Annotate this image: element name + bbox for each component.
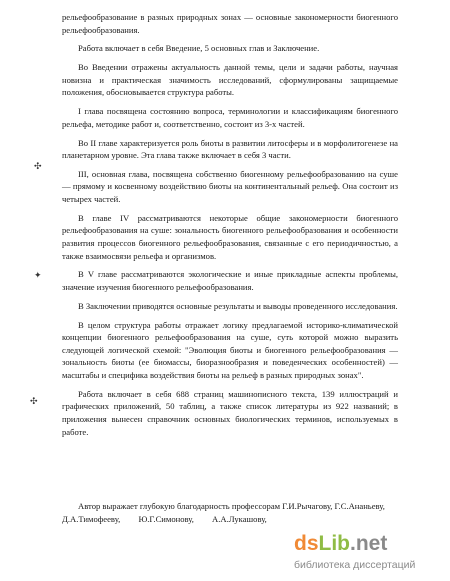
acknowledgement-names <box>62 513 398 526</box>
paragraph-chapter-1: I глава посвящена состоянию вопроса, терминологии и классификациям биогенного рельефа, методике работ и, соответственно, состоит из 3-х частей. <box>62 106 398 129</box>
paragraph-introduction: Во Введении отражены актуальность данной темы, цели и задачи работы, научная новизна и практическая значимость исследований, сформулированы защищаемые положения, обосновывается структура работы. <box>62 62 398 98</box>
paragraph-chapter-5: В V главе рассматриваются экологические и иные прикладные аспекты проблемы, значение изучения биогенного рельефообразования. <box>62 269 398 292</box>
paragraph-structure: Работа включает в себя Введение, 5 основных глав и Заключение. <box>78 43 320 54</box>
name-lukashov: А.А.Лукашову, <box>212 513 267 524</box>
body-text <box>62 11 398 444</box>
name-simonov: Ю.Г.Симонову, <box>138 513 194 524</box>
dslib-watermark <box>292 531 442 575</box>
paragraph-overall-structure: В целом структура работы отражает логику предлагаемой историко-климатической концепции биогенного рельефообразования на суше, суть которой можно выразить следующей логической схемой: "Эволюция биоты и биогенного рельефообразования — зональность биоты (ее биомассы, биоразнообразия и поведенческих особенностей) — масштабы и специфика воздействия биоты на рельеф в разных природных зонах". <box>62 319 398 380</box>
margin-mark-3: ✣ <box>30 397 38 407</box>
name-timofeev: Д.А.Тимофееву, <box>62 513 121 524</box>
paragraph-chapter-2: Во II главе характеризуется роль биоты в развитии литосферы и в морфолитогенезе на планетарном уровне. Эта глава также включает в себя 3 части. <box>62 137 398 161</box>
margin-mark-1: ✣ <box>34 162 42 172</box>
paragraph-continuation: рельефообразование в разных природных зонах — основные закономерности биогенного рельефообразования. <box>62 12 398 35</box>
paragraph-chapter-3: III, основная глава, посвящена собственно биогенному рельефообразованию на суше — прямому и косвенному воздействию биоты на континентальный рельеф. Она состоит из четырех частей. <box>62 168 398 205</box>
margin-mark-2: ✦ <box>34 271 42 281</box>
acknowledgement <box>62 500 398 525</box>
paragraph-chapter-4: В главе IV рассматриваются некоторые общие закономерности биогенного рельефообразования на суше: зональность биогенного рельефообразования и особенности развития процессов биогенного рельефообразования, связанные с его периодичностью, а также взаимосвязи рельефа и организмов. <box>62 212 398 261</box>
dslib-subtitle: библиотека диссертаций <box>294 559 416 571</box>
paragraph-volume: Работа включает в себя 688 страниц машинописного текста, 139 иллюстраций и графических приложений, 50 таблиц, а также список литературы из 922 названий; в приложения вынесен справочник основных биологических терминов, используемых в работе. <box>62 388 398 437</box>
acknowledgement-line: Автор выражает глубокую благодарность профессорам Г.И.Рычагову, Г.С.Ананьеву, <box>78 501 385 511</box>
paragraph-conclusion: В Заключении приводятся основные результаты и выводы проведенного исследования. <box>78 300 398 311</box>
dslib-logo: dsLib.net <box>294 532 388 555</box>
